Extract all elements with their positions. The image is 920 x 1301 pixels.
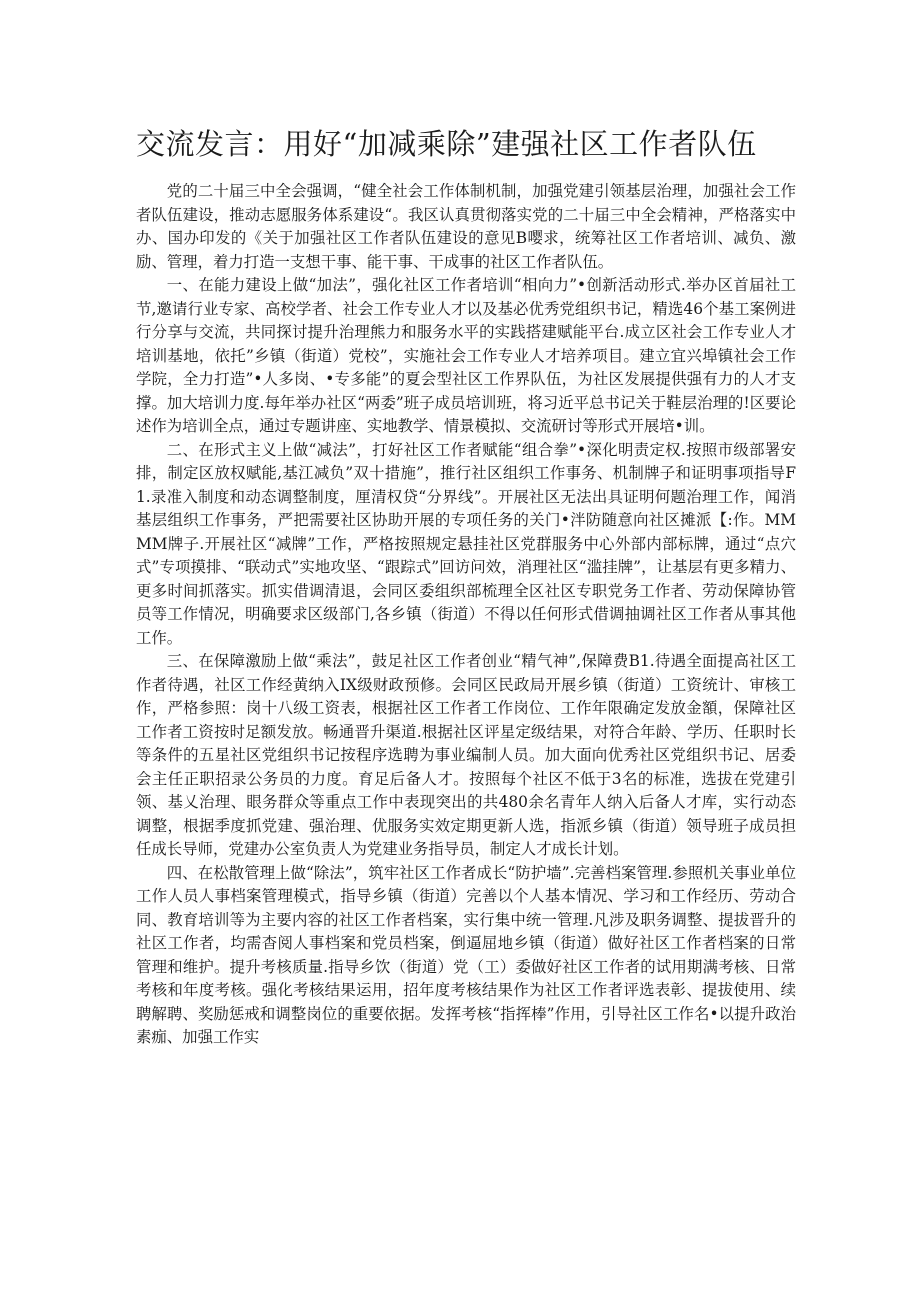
paragraph-intro: 党的二十届三中全会强调，“健全社会工作体制机制，加强党建引领基层治理，加强社会工作者队伍建设，推动志愿服务体系建设“。我区认真贯彻落实党的二十届三中全会精神，严格落实中办、国办印发的《关于加强社区工作者队伍建设的意见B嘤求，统筹社区工作者培训、减负、激励、管理，着力打造一支想干事、能干事、干成事的社区工作者队伍。 [136, 182, 796, 271]
paragraph-division: 四、在松散管理上做“除法”，筑牢社区工作者成长“防护墙”.完善档案管理.参照机关事业单位工作人员人事档案管理模式，指导乡镇（街道）完善以个人基本情况、学习和工作经历、劳动合同、教育培训等为主要内容的社区工作者档案，实行集中统一管理.凡涉及职务调整、提拔晋升的社区工作者，均需杳阅人事档案和党员档案，倒逼屈地乡镇（街道）做好社区工作者档案的日常管理和维护。提升考核质量.指导乡饮（街道）党（工）委做好社区工作者的试用期满考核、日常考核和年度考核。强化考核结果运用，招年度考核结果作为社区工作者评选表彰、提拔使用、续聘解聘、奖励惩戒和调整岗位的重要依据。发挥考核“指挥棒”作用，引导社区工作名•以提升政治素痂、加强工作实 [136, 863, 796, 1046]
document-body [136, 180, 796, 1050]
paragraph-multiplication: 三、在保障激励上做“乘法”，鼓足社区工作者创业“精气神”,保障费B1.待遇全面提高社区工作者待遇，社区工作经黄纳入IX级财政预修。会同区民政局开展乡镇（街道）工资统计、审核工作，严格参照：岗十八级工资表，根据社区工作者工作岗位、工作年限确定发放金額，保障社区工作者工资按时足额发放。畅通晋升渠道.根据社区评星定级结果，对符合年龄、学历、任职时长等条件的五星社区党组织书记按程序选聘为事业编制人员。加大面向优秀社区党组织书记、居委会主任正职招录公务员的力度。育足后备人才。按照每个社区不低于3名的标准，选拔在党建引领、基乂治理、眼务群众等重点工作中表现突出的共480余名青年人纳入后备人才库，实行动态调整，根据季度抓党建、强治理、优服务实效定期更新人选，指派乡镇（街道）领导班子成员担任成长导师，党建办公室负责人为党建业务指导员，制定人才成长计划。 [136, 652, 796, 858]
paragraph-addition: 一、在能力建设上做“加法”，强化社区工作者培训“相向力”•创新活动形式.举办区首届社工节,邀请行业专家、高校学者、社会工作专业人才以及基必优秀党组织书记，精选46个基工案例进行分享与交流，共同探讨提升治理熊力和服务水平的实践搭建赋能平台.成立区社会工作专业人才培训基地，依托”乡镇（街道）党校”，实施社会工作专业人才培养项目。建立宜兴埠镇社会工作学院，全力打造”•人多岗、•专多能”的夏会型社区工作界队伍，为社区发展提供强有力的人才支撑。加大培训力度.每年举办社区“两委”班子成员培训班，将习近平总书记关于鞋层治理的!区要论述作为培训全点，通过专题讲座、实地教学、情景模拟、交流研讨等形式开展培•训。 [136, 276, 796, 435]
paragraph-subtraction: 二、在形式主义上做“减法”，打好社区工作者赋能“组合拳”•深化明责定权.按照市级部署安排，制定区放权赋能,基江减负”双十措施”，推行社区组织工作事务、机制牌子和证明事项指导F1.录准入制度和动态调整制度，厘清权贷“分界线”。开展社区无法出具证明何题治理工作，闻消基层组织工作事务，严把需要社区协助开展的专项任务的关门•泮防随意向社区摊派【:作。MMMM牌子.开展社区“减牌”工作，严格按照规定悬挂社区党群服务中心外部内部标牌，通过“点穴式”专项摸排、“联动式”实地攻坚、“跟踪式”回访问效，消理社区“滥挂牌”，让基层有更多精力、更多时间抓落实。抓实借调清退，会同区委组织部梳理全区社区专职党务工作者、劳动保障协管员等工作情况，明确要求区级部门,各乡镇（街道）不得以任何形式借调抽调社区工作者从事其他工作。 [136, 440, 796, 647]
document-title: 交流发言：用好“加减乘除”建强社区工作者队伍 [136, 127, 757, 161]
